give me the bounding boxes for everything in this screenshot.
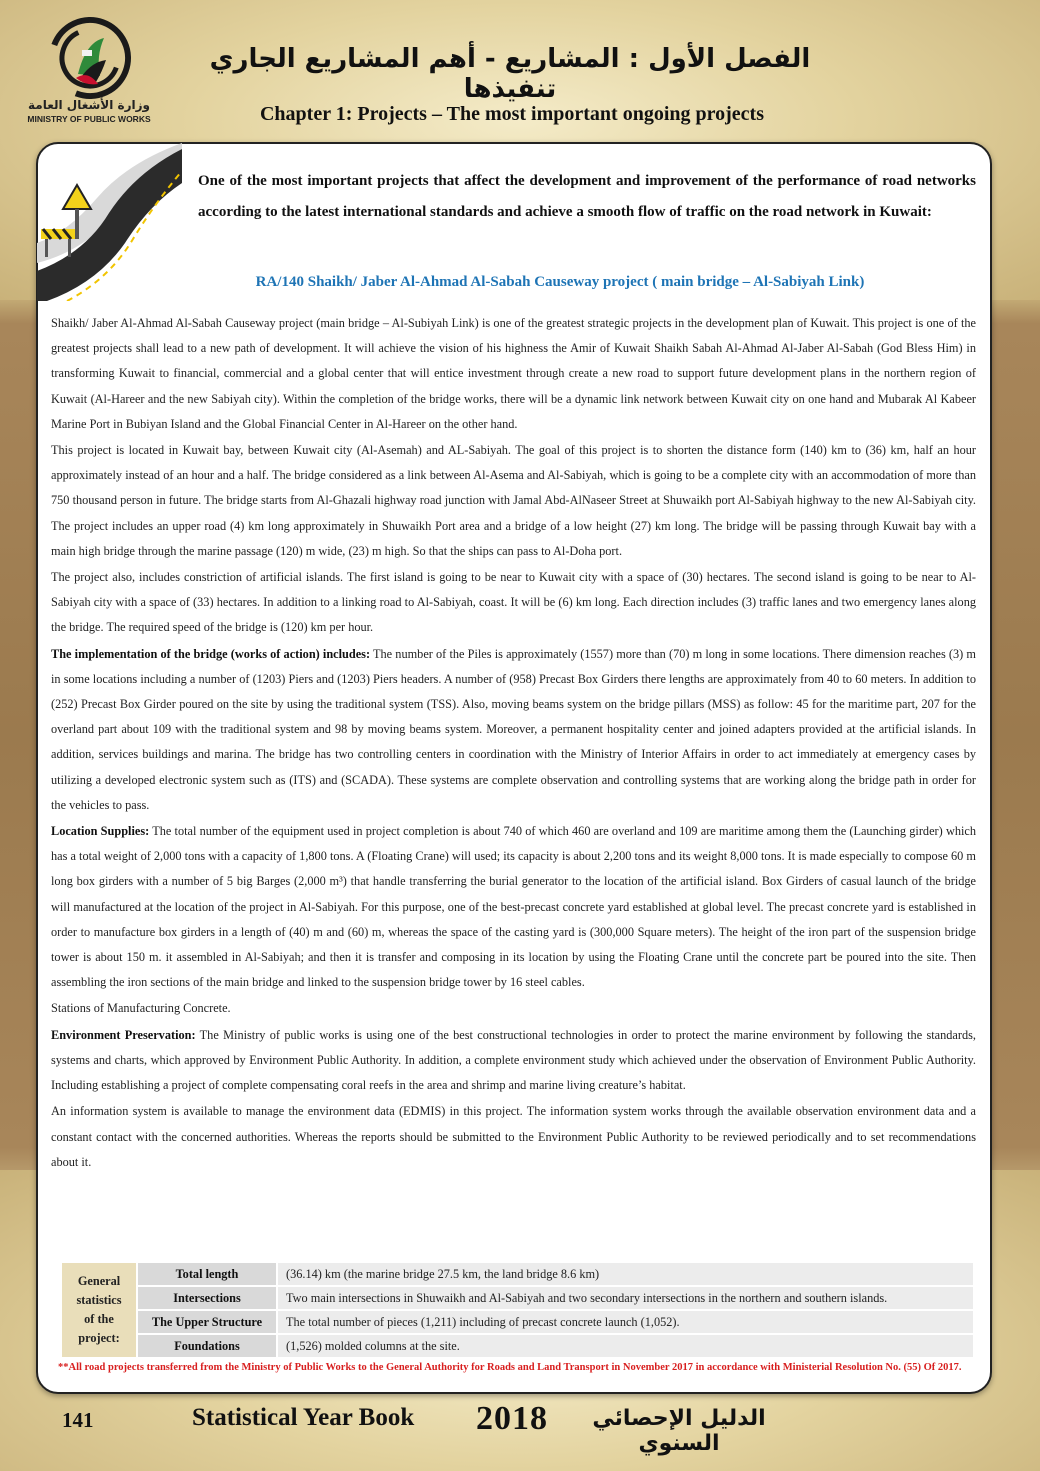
- transfer-note: **All road projects transferred from the Ministry of Public Works to the General Authority for Roads and Land Transport in November 2017 in accordance with Ministerial Resolution No. (55) Of 2017.: [58, 1362, 962, 1373]
- table-row: [62, 1263, 973, 1285]
- logo-arabic-name: وزارة الأشغال العامة: [28, 98, 150, 112]
- intro-paragraph: One of the most important projects that affect the development and improvement of the performance of road networks according to the latest international standards and achieve a smooth flow of traffic on the road network in Kuwait:: [198, 173, 976, 220]
- stat-label: The Upper Structure: [138, 1311, 276, 1333]
- stat-value: (36.14) km (the marine bridge 27.5 km, the land bridge 8.6 km): [278, 1263, 973, 1285]
- project-statistics-table: [60, 1261, 975, 1359]
- environment-lead: Environment Preservation:: [51, 1027, 196, 1042]
- yearbook-title-arabic: الدليل الإحصائي السنوي: [592, 1406, 766, 1456]
- paragraph-environment: [51, 1023, 976, 1099]
- stat-label: Foundations: [138, 1335, 276, 1357]
- chapter-title-arabic: الفصل الأول : المشاريع - أهم المشاريع الجاري تنفيذها: [209, 44, 811, 104]
- stat-label: Intersections: [138, 1287, 276, 1309]
- chapter-title-english: Chapter 1: Projects – The most important ongoing projects: [259, 103, 765, 125]
- stat-value: The total number of pieces (1,211) including of precast concrete launch (1,052).: [278, 1311, 973, 1333]
- paragraph-overview: Shaikh/ Jaber Al-Ahmad Al-Sabah Causeway project (main bridge – Al-Subiyah Link) is one of the greatest strategic projects in the development plan of Kuwait. This project is one of the greatest projects shall lead to a new path of development. It will achieve the vision of his highness the Amir of Kuwait Shaikh Sabah Al-Ahmad Al-Jaber Al-Sabah (God Bless Him) in transforming Kuwait to financial, commercial and a global center that will entice investment through create a new road to support future development plans in the northern region of Kuwait (Al-Hareer and the new Sabiyah city). Within the completion of the bridge works, there will be a dynamic link network between Kuwait city on one hand and Mubarak Al Kabeer Marine Port in Bubiyan Island and the Global Financial Center in Al-Hareer on the other hand.: [51, 316, 976, 431]
- yearbook-title-english: Statistical Year Book: [192, 1404, 415, 1431]
- paragraph-stations: Stations of Manufacturing Concrete.: [51, 1001, 231, 1016]
- implementation-lead: The implementation of the bridge (works of action) includes:: [51, 646, 371, 661]
- paragraph-islands: The project also, includes constriction of artificial islands. The first island is going to be near to Kuwait city with a space of (30) hectares. The second island is going to be near to Al-Sabiyah city with a space of (33) hectares. In addition to a linking road to Al-Sabiyah, coast. It will be (6) km long. Each direction includes (3) traffic lanes and two emergency lanes along the bridge. The required speed of the bridge is (120) km per hour.: [51, 570, 976, 635]
- stat-value: (1,526) molded columns at the site.: [278, 1335, 973, 1357]
- table-row: [62, 1311, 973, 1333]
- paragraph-implementation: [51, 642, 976, 818]
- page-number: 141: [62, 1408, 94, 1432]
- statistics-header: General statistics of the project:: [62, 1263, 136, 1357]
- logo-english-name: MINISTRY OF PUBLIC WORKS: [27, 114, 151, 124]
- stat-label: Total length: [138, 1263, 276, 1285]
- table-row: [62, 1287, 973, 1309]
- implementation-text: The number of the Piles is approximately (1557) more than (70) m long in some locations. There dimension reaches (3) m in some locations including a number of (1203) Piers and (1203) Piers headers. A number of (958) Precast Box Girders there lengths are approximately from 40 to 60 meters. In addition to (252) Precast Box Girder poured on the site by using the traditional system (TSS). Also, moving beams system on the bridge pillars (MSS) as follow: 45 for the maritime part, 207 for the overland part about 109 with the traditional system and 98 by moving beams system. Moreover, a permanent hospitality center and joined adapters provided at the artificial islands. In addition, services buildings and marina. The bridge has two controlling centers in coordination with the Ministry of Interior Affairs in order to act immediately at emergency cases by utilizing a developed electronic system such as (ITS) and (SCADA). These systems are complete observation and controlling systems that are working along the bridge path in order for the vehicles to pass.: [51, 646, 976, 812]
- project-heading: RA/140 Shaikh/ Jaber Al-Ahmad Al-Sabah Causeway project ( main bridge – Al-Sabiyah Link): [255, 274, 865, 290]
- supplies-lead: Location Supplies:: [51, 824, 150, 839]
- road-illustration-icon: [37, 143, 182, 301]
- yearbook-year: 2018: [476, 1400, 548, 1437]
- paragraph-information-system: An information system is available to manage the environment data (EDMIS) in this project. The information system works through the available observation environment data and a constant contact with the concerned authorities. Whereas the reports should be submitted to the Environment Public Authority to be reviewed periodically and to set recommendations about it.: [51, 1104, 976, 1169]
- supplies-text: The total number of the equipment used in project completion is about 740 of which 460 are overland and 109 are maritime among them the (Launching girder) which has a total weight of 2,000 tons with a capacity of 1,800 tons. A (Floating Crane) will used; its capacity is about 2,200 tons and its weight 8,000 tons. It is made especially to compose 60 m long box girders with a number of 5 big Barges (2,000 m³) that handle transferring the burial generator to the location of the artificial island. Box Girders of casual launch of the bridge will manufactured at the location of the project in Al-Sabiyah. For this purpose, one of the best-precast concrete yard established at global level. The precast concrete yard is established in order to manufacture box girders in a length of (40) m and (60) m, whereas the space of the casting yard is (300,000 Square meters). The height of the iron part of the suspension bridge tower is about 150 m. it assembled in Al-Sabiyah; and then it is transfer and composing in its location by using the Floating Crane until the concrete part be poured into the site. Then assembling the iron sections of the main bridge and linked to the suspension bridge tower by 16 steel cables.: [51, 824, 976, 990]
- project-description: [51, 311, 976, 1176]
- paragraph-supplies: [51, 819, 976, 995]
- paragraph-location: This project is located in Kuwait bay, between Kuwait city (Al-Asemah) and AL-Sabiyah. The goal of this project is to shorten the distance form (140) km to (36) km, half an hour approximately instead of an hour and a half. The bridge considered as a link between Al-Asema and Al-Sabiyah, which is going to be a complete city with an accommodation of more than 750 thousand person in future. The bridge starts from Al-Ghazali highway road junction with Jamal Abd-AlNaseer Street at Shuwaikh port Al-Sabiyah highway to the new Al-Sabiyah city. The project includes an upper road (4) km long approximately in Shuwaikh Port area and a bridge of a low height (27) km long. The bridge will be passing through Kuwait bay with a main high bridge through the marine passage (120) m wide, (23) m high. So that the ships can pass to Al-Doha port.: [51, 443, 976, 558]
- table-row: [62, 1335, 973, 1357]
- environment-text: The Ministry of public works is using one of the best constructional technologies in order to protect the marine environment by following the standards, systems and charts, which approved by Environment Public Authority. In addition, a complete environment study which achieved under the observation of Environment Public Authority. Including establishing a project of complete compensating coral reefs in the area and shrimp and marine living creature’s habitat.: [51, 1027, 976, 1093]
- stat-value: Two main intersections in Shuwaikh and Al-Sabiyah and two secondary intersections in the northern and southern islands.: [278, 1287, 973, 1309]
